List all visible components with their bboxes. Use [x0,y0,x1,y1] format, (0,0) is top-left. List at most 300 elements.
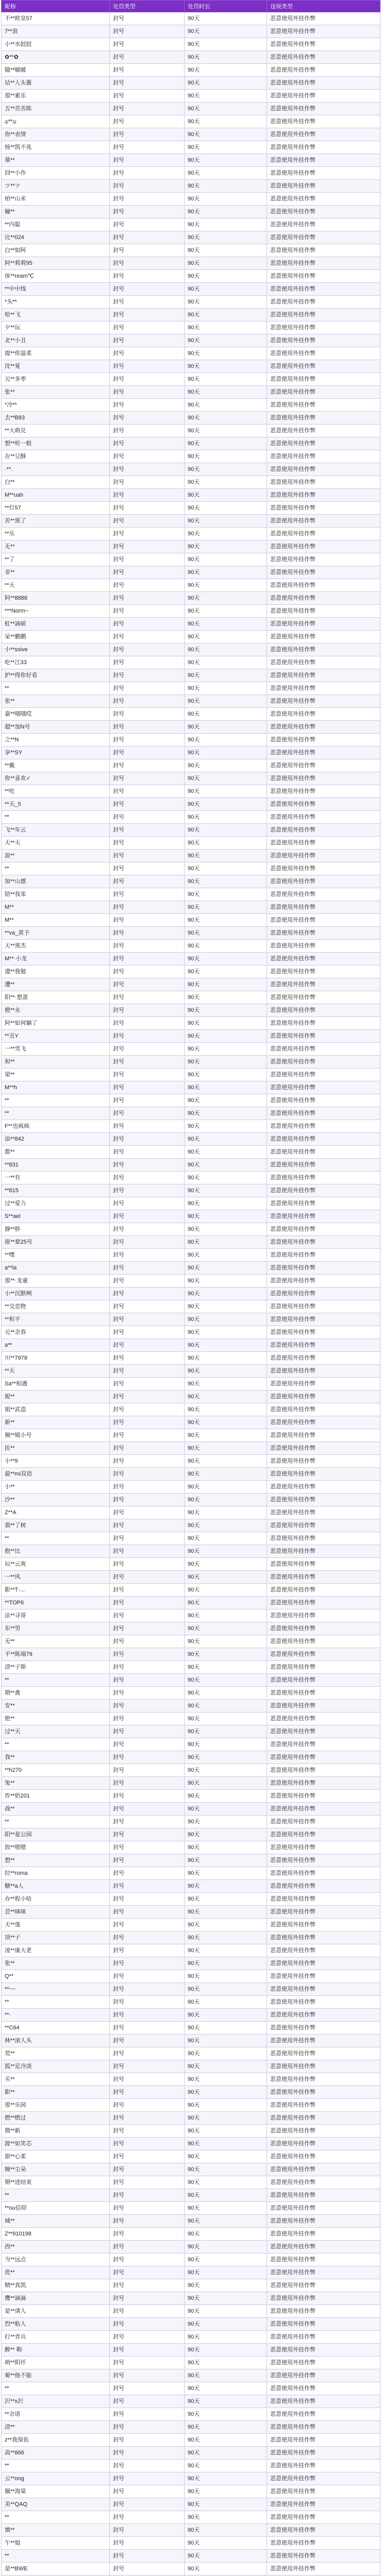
cell-violation-type: 恶意使用外挂作弊 [267,1931,380,1944]
cell-violation-type: 恶意使用外挂作弊 [267,2382,380,2395]
cell-violation-type: 恶意使用外挂作弊 [267,914,380,927]
cell-penalty-duration: 90天 [185,244,267,257]
cell-penalty-duration: 90天 [185,1957,267,1970]
cell-penalty-duration: 90天 [185,373,267,386]
cell-penalty-duration: 90天 [185,38,267,51]
table-row [2,1159,380,1172]
cell-violation-type: 恶意使用外挂作弊 [267,2060,380,2073]
cell-violation-type: 恶意使用外挂作弊 [267,1378,380,1391]
cell-penalty-type: 封号 [110,2125,185,2138]
cell-nickname: 张** [2,386,110,399]
cell-nickname: 五**苦苦陈 [2,103,110,115]
table-row [2,540,380,553]
table-row [2,2112,380,2125]
cell-penalty-type: 封号 [110,2279,185,2292]
cell-penalty-duration: 90天 [185,1854,267,1867]
cell-penalty-duration: 90天 [185,12,267,25]
cell-nickname: ** [2,2189,110,2202]
table-row [2,360,380,373]
cell-nickname: *头** [2,296,110,309]
cell-penalty-type: 封号 [110,1854,185,1867]
cell-penalty-type: 封号 [110,1094,185,1107]
cell-violation-type: 恶意使用外挂作弊 [267,193,380,206]
cell-penalty-type: 封号 [110,1287,185,1300]
table-row [2,2511,380,2524]
cell-penalty-type: 封号 [110,25,185,38]
cell-nickname: ✿**✿ [2,51,110,64]
cell-penalty-duration: 90天 [185,1558,267,1571]
cell-violation-type: 恶意使用外挂作弊 [267,1184,380,1197]
cell-nickname: 一**有 [2,1172,110,1184]
cell-penalty-type: 封号 [110,1275,185,1287]
cell-violation-type: 恶意使用外挂作弊 [267,1249,380,1262]
cell-penalty-type: 封号 [110,2498,185,2511]
cell-nickname: 慎** [2,2524,110,2537]
cell-nickname: 影**T·... [2,1584,110,1597]
cell-penalty-duration: 90天 [185,2279,267,2292]
cell-penalty-type: 封号 [110,2086,185,2099]
cell-nickname: 梁** [2,1069,110,1081]
cell-penalty-type: 封号 [110,2434,185,2447]
cell-penalty-duration: 90天 [185,386,267,399]
cell-violation-type: 恶意使用外挂作弊 [267,90,380,103]
cell-violation-type: 恶意使用外挂作弊 [267,1287,380,1300]
cell-penalty-type: 封号 [110,901,185,914]
cell-penalty-type: 封号 [110,528,185,540]
cell-violation-type: 恶意使用外挂作弊 [267,2202,380,2215]
table-row [2,1803,380,1816]
cell-penalty-duration: 90天 [185,334,267,347]
cell-violation-type: 恶意使用外挂作弊 [267,1700,380,1713]
cell-penalty-duration: 90天 [185,1738,267,1751]
cell-nickname: 萌**阳仟 [2,2357,110,2369]
cell-nickname: ** [2,682,110,695]
cell-penalty-type: 封号 [110,759,185,772]
cell-penalty-type: 封号 [110,1558,185,1571]
cell-penalty-type: 封号 [110,1687,185,1700]
cell-nickname: 站**人头酱 [2,77,110,90]
cell-penalty-duration: 90天 [185,592,267,605]
cell-penalty-type: 封号 [110,566,185,579]
cell-nickname: 小**沉默咧 [2,1287,110,1300]
cell-penalty-duration: 90天 [185,64,267,77]
cell-violation-type: 恶意使用外挂作弊 [267,862,380,875]
cell-violation-type: 恶意使用外挂作弊 [267,1597,380,1609]
cell-penalty-duration: 90天 [185,2550,267,2563]
table-row [2,270,380,283]
cell-penalty-duration: 90天 [185,489,267,502]
cell-penalty-type: 封号 [110,850,185,862]
cell-penalty-type: 封号 [110,1468,185,1481]
table-row [2,978,380,991]
cell-violation-type: 恶意使用外挂作弊 [267,2434,380,2447]
cell-penalty-duration: 90天 [185,734,267,747]
cell-violation-type: 恶意使用外挂作弊 [267,2125,380,2138]
cell-violation-type: 恶意使用外挂作弊 [267,25,380,38]
table-row [2,1455,380,1468]
cell-penalty-type: 封号 [110,1635,185,1648]
cell-penalty-type: 封号 [110,2550,185,2563]
cell-violation-type: 恶意使用外挂作弊 [267,2163,380,2176]
cell-penalty-type: 封号 [110,1816,185,1828]
cell-penalty-type: 封号 [110,2318,185,2331]
cell-penalty-type: 封号 [110,231,185,244]
cell-penalty-type: 封号 [110,1391,185,1403]
table-row [2,2550,380,2563]
cell-penalty-type: 封号 [110,1197,185,1210]
cell-penalty-duration: 90天 [185,721,267,734]
cell-penalty-duration: 90天 [185,1803,267,1816]
cell-violation-type: 恶意使用外挂作弊 [267,296,380,309]
cell-penalty-duration: 90天 [185,1262,267,1275]
cell-violation-type: 恶意使用外挂作弊 [267,2447,380,2460]
cell-penalty-type: 封号 [110,1120,185,1133]
cell-violation-type: 恶意使用外挂作弊 [267,2215,380,2228]
cell-violation-type: 恶意使用外挂作弊 [267,1880,380,1893]
cell-penalty-type: 封号 [110,1481,185,1494]
cell-penalty-type: 封号 [110,927,185,940]
table-row [2,334,380,347]
cell-nickname: M** [2,901,110,914]
table-row [2,1133,380,1146]
cell-nickname: 清**子斯 [2,1661,110,1674]
table-row [2,1056,380,1069]
table-row [2,1828,380,1841]
cell-nickname: 无** [2,540,110,553]
cell-violation-type: 恶意使用外挂作弊 [267,1893,380,1906]
cell-penalty-type: 封号 [110,1236,185,1249]
cell-nickname: a** [2,1339,110,1352]
cell-violation-type: 恶意使用外挂作弊 [267,978,380,991]
cell-nickname: z**我保佑 [2,2434,110,2447]
cell-penalty-duration: 90天 [185,103,267,115]
table-row [2,2202,380,2215]
cell-penalty-type: 封号 [110,515,185,528]
cell-penalty-type: 封号 [110,708,185,721]
cell-penalty-type: 封号 [110,837,185,850]
cell-penalty-type: 封号 [110,1069,185,1081]
cell-penalty-duration: 90天 [185,2408,267,2421]
cell-violation-type: 恶意使用外挂作弊 [267,1262,380,1275]
table-row [2,2395,380,2408]
table-row [2,218,380,231]
table-row [2,2060,380,2073]
cell-nickname: 添**842 [2,1133,110,1146]
cell-penalty-type: 封号 [110,347,185,360]
table-row [2,1494,380,1506]
cell-penalty-type: 封号 [110,386,185,399]
cell-penalty-duration: 90天 [185,2112,267,2125]
cell-penalty-duration: 90天 [185,1777,267,1790]
table-row [2,283,380,296]
cell-nickname: 都** [2,1146,110,1159]
cell-penalty-duration: 90天 [185,2086,267,2099]
table-row [2,1030,380,1043]
table-row [2,180,380,193]
cell-violation-type: 恶意使用外挂作弊 [267,2022,380,2035]
cell-penalty-type: 封号 [110,2253,185,2266]
cell-nickname: 姐**武造 [2,1403,110,1416]
cell-penalty-duration: 90天 [185,965,267,978]
table-row [2,2086,380,2099]
cell-penalty-duration: 90天 [185,1172,267,1184]
cell-penalty-type: 封号 [110,2150,185,2163]
table-row [2,399,380,412]
cell-penalty-type: 封号 [110,2047,185,2060]
cell-nickname: **灯57 [2,502,110,515]
cell-penalty-type: 封号 [110,309,185,321]
cell-penalty-type: 封号 [110,2369,185,2382]
cell-penalty-duration: 90天 [185,2498,267,2511]
cell-nickname: **815 [2,1184,110,1197]
cell-penalty-duration: 90天 [185,1236,267,1249]
cell-violation-type: 恶意使用外挂作弊 [267,360,380,373]
cell-nickname: 瞳** [2,206,110,218]
cell-nickname: Z**A [2,1506,110,1519]
table-row [2,1996,380,2009]
table-row [2,2009,380,2022]
cell-violation-type: 恶意使用外挂作弊 [267,1442,380,1455]
cell-violation-type: 恶意使用外挂作弊 [267,283,380,296]
cell-nickname: **交恋物 [2,1300,110,1313]
table-row [2,850,380,862]
cell-violation-type: 恶意使用外挂作弊 [267,2279,380,2292]
cell-violation-type: 恶意使用外挂作弊 [267,1983,380,1996]
cell-violation-type: 恶意使用外挂作弊 [267,1854,380,1867]
cell-penalty-duration: 90天 [185,296,267,309]
cell-penalty-duration: 90天 [185,25,267,38]
cell-nickname: M**·小龙 [2,953,110,965]
cell-violation-type: 恶意使用外挂作弊 [267,1790,380,1803]
cell-penalty-type: 封号 [110,296,185,309]
cell-penalty-duration: 90天 [185,2241,267,2253]
table-row [2,1236,380,1249]
cell-penalty-type: 封号 [110,2241,185,2253]
cell-penalty-type: 封号 [110,1378,185,1391]
cell-nickname: 优** [2,2266,110,2279]
cell-penalty-duration: 90天 [185,2228,267,2241]
cell-violation-type: 恶意使用外挂作弊 [267,1159,380,1172]
cell-nickname: 期**进结束 [2,2176,110,2189]
cell-nickname: 北**小丑 [2,334,110,347]
cell-penalty-duration: 90天 [185,1094,267,1107]
cell-penalty-duration: 90天 [185,631,267,643]
cell-penalty-type: 封号 [110,631,185,643]
table-row [2,1931,380,1944]
cell-nickname: 幕** [2,154,110,167]
cell-nickname: 阿**莉莉95 [2,257,110,270]
table-row [2,1532,380,1545]
table-row [2,1043,380,1056]
table-row [2,231,380,244]
cell-penalty-type: 封号 [110,412,185,425]
table-row [2,1854,380,1867]
cell-nickname: 护**得你好看 [2,669,110,682]
cell-penalty-type: 封号 [110,244,185,257]
cell-violation-type: 恶意使用外挂作弊 [267,2537,380,2550]
cell-penalty-type: 封号 [110,2189,185,2202]
cell-penalty-type: 封号 [110,605,185,618]
cell-nickname: 甜**心柔 [2,2150,110,2163]
cell-nickname: **天 [2,1365,110,1378]
cell-penalty-type: 封号 [110,154,185,167]
cell-nickname: 拉**roma [2,1867,110,1880]
cell-penalty-type: 封号 [110,1043,185,1056]
cell-nickname: 新** [2,1416,110,1429]
cell-violation-type: 恶意使用外挂作弊 [267,1764,380,1777]
cell-penalty-type: 封号 [110,489,185,502]
cell-violation-type: 恶意使用外挂作弊 [267,1609,380,1622]
cell-nickname: 无** [2,1635,110,1648]
cell-violation-type: 恶意使用外挂作弊 [267,180,380,193]
cell-nickname: 白** [2,476,110,489]
cell-nickname: 元**余春 [2,1326,110,1339]
cell-nickname: 醉** 勒 [2,2344,110,2357]
cell-violation-type: 恶意使用外挂作弊 [267,64,380,77]
cell-nickname: **· [2,2009,110,2022]
cell-nickname: **嘿 [2,1249,110,1262]
cell-penalty-duration: 90天 [185,1146,267,1159]
cell-penalty-duration: 90天 [185,1725,267,1738]
table-row [2,862,380,875]
cell-nickname: 白**如阿 [2,244,110,257]
cell-penalty-type: 封号 [110,1983,185,1996]
cell-penalty-type: 封号 [110,1880,185,1893]
cell-nickname: ** [2,1816,110,1828]
cell-penalty-type: 封号 [110,1906,185,1919]
cell-nickname: 元**多枣 [2,373,110,386]
cell-penalty-type: 封号 [110,2485,185,2498]
table-row [2,1725,380,1738]
cell-penalty-type: 封号 [110,1313,185,1326]
cell-nickname: 阳**是公园 [2,1828,110,1841]
cell-penalty-duration: 90天 [185,1107,267,1120]
cell-penalty-duration: 90天 [185,1416,267,1429]
cell-violation-type: 恶意使用外挂作弊 [267,2189,380,2202]
cell-penalty-type: 封号 [110,1184,185,1197]
cell-penalty-duration: 90天 [185,2305,267,2318]
table-row [2,528,380,540]
cell-nickname: 想**听一般 [2,437,110,450]
cell-penalty-type: 封号 [110,283,185,296]
cell-violation-type: 恶意使用外挂作弊 [267,270,380,283]
cell-penalty-duration: 90天 [185,862,267,875]
cell-penalty-type: 封号 [110,2009,185,2022]
cell-violation-type: 恶意使用外挂作弊 [267,1455,380,1468]
cell-penalty-type: 封号 [110,2357,185,2369]
table-row [2,734,380,747]
cell-penalty-duration: 90天 [185,1584,267,1597]
table-row [2,154,380,167]
cell-nickname: M** [2,914,110,927]
table-row [2,1622,380,1635]
cell-nickname: 致**嗯嗯 [2,1841,110,1854]
cell-violation-type: 恶意使用外挂作弊 [267,1725,380,1738]
cell-nickname: 浪** [2,850,110,862]
cell-nickname: 小**水挝挝 [2,38,110,51]
cell-nickname: 阿**8888 [2,592,110,605]
cell-violation-type: 恶意使用外挂作弊 [267,2357,380,2369]
cell-penalty-duration: 90天 [185,2421,267,2434]
table-row [2,12,380,25]
table-row [2,2563,380,2575]
cell-violation-type: 恶意使用外挂作弊 [267,643,380,656]
cell-penalty-duration: 90天 [185,1043,267,1056]
cell-violation-type: 恶意使用外挂作弊 [267,1571,380,1584]
cell-violation-type: 恶意使用外挂作弊 [267,1970,380,1983]
table-row [2,64,380,77]
cell-penalty-duration: 90天 [185,437,267,450]
cell-nickname: 玩**云爽 [2,1558,110,1571]
cell-violation-type: 恶意使用外挂作弊 [267,708,380,721]
cell-violation-type: 恶意使用外挂作弊 [267,528,380,540]
cell-nickname: 鹰**滴滴 [2,2292,110,2305]
table-row [2,1391,380,1403]
cell-violation-type: 恶意使用外挂作弊 [267,437,380,450]
cell-violation-type: 恶意使用外挂作弊 [267,927,380,940]
table-row [2,2344,380,2357]
cell-penalty-type: 封号 [110,695,185,708]
cell-nickname: 柏**山米 [2,193,110,206]
cell-penalty-type: 封号 [110,12,185,25]
cell-penalty-duration: 90天 [185,1713,267,1725]
cell-penalty-duration: 90天 [185,77,267,90]
cell-violation-type: 恶意使用外挂作弊 [267,257,380,270]
table-row [2,321,380,334]
cell-penalty-duration: 90天 [185,450,267,463]
cell-penalty-type: 封号 [110,1416,185,1429]
cell-penalty-type: 封号 [110,1429,185,1442]
cell-penalty-duration: 90天 [185,1365,267,1378]
cell-penalty-type: 封号 [110,218,185,231]
table-row [2,1262,380,1275]
cell-penalty-type: 封号 [110,1725,185,1738]
cell-violation-type: 恶意使用外挂作弊 [267,334,380,347]
cell-nickname: 小**ssive [2,643,110,656]
cell-nickname: 当**远点 [2,2253,110,2266]
table-row [2,914,380,927]
cell-penalty-type: 封号 [110,2395,185,2408]
cell-penalty-type: 封号 [110,2511,185,2524]
cell-nickname: **丑Y [2,1030,110,1043]
cell-nickname: **天_5 [2,798,110,811]
cell-penalty-duration: 90天 [185,270,267,283]
table-row [2,605,380,618]
cell-nickname: 城** [2,2215,110,2228]
cell-nickname: ** [2,1996,110,2009]
cell-penalty-duration: 90天 [185,1828,267,1841]
cell-penalty-duration: 90天 [185,1609,267,1622]
cell-penalty-type: 封号 [110,888,185,901]
table-row [2,1429,380,1442]
table-row [2,476,380,489]
cell-penalty-duration: 90天 [185,1004,267,1017]
cell-penalty-type: 封号 [110,1017,185,1030]
cell-violation-type: 恶意使用外挂作弊 [267,875,380,888]
cell-violation-type: 恶意使用外挂作弊 [267,1107,380,1120]
cell-violation-type: 恶意使用外挂作弊 [267,2472,380,2485]
cell-nickname: 遗**我勉 [2,965,110,978]
cell-violation-type: 恶意使用外挂作弊 [267,695,380,708]
table-row [2,2163,380,2176]
cell-nickname: 阳**·想蛋 [2,991,110,1004]
cell-violation-type: 恶意使用外挂作弊 [267,1197,380,1210]
cell-violation-type: 恶意使用外挂作弊 [267,1391,380,1403]
cell-nickname: Z**910198 [2,2228,110,2241]
cell-violation-type: 恶意使用外挂作弊 [267,1339,380,1352]
cell-nickname: 张** [2,1957,110,1970]
cell-violation-type: 恶意使用外挂作弊 [267,1841,380,1854]
